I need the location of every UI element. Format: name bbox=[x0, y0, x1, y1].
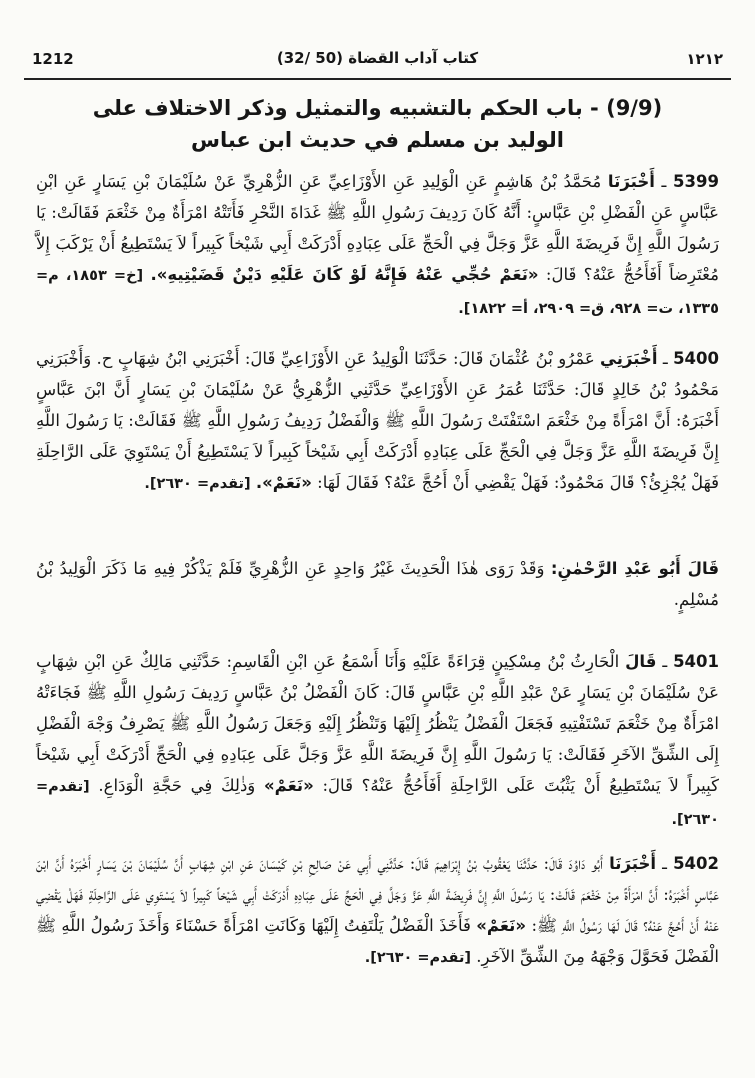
hadith-answer: «نَعَمْ» bbox=[476, 916, 527, 935]
hadith-keyword: أَخْبَرَنَا bbox=[609, 854, 657, 873]
hadith-tail: فَأَخَذَ الْفَضْلُ يَلْتَفِتُ إِلَيْهَا وَكَانَتِ امْرَأَةً حَسْنَاءَ وَأَخَذَ رَسُولُ اللَّهِ ﷺ الْفَضْلَ فَحَوَّلَ وَجْهَهُ مِنَ الشِّقِّ الآخَرِ. bbox=[36, 916, 719, 966]
hadith-references: [تقدم= ٢٦٣٠]. bbox=[36, 779, 719, 828]
hadith-number: 5401 bbox=[673, 652, 719, 671]
hadith-keyword: أَخْبَرَنَا bbox=[607, 172, 655, 191]
hadith-references: [خ= ١٨٥٣، م= ١٣٣٥، ت= ٩٢٨، ق= ٢٩٠٩، أ= ١٨٢٢]. bbox=[36, 268, 719, 317]
hadith-5402: 5402 ـ أَخْبَرَنَا أَبُو دَاوُدَ قَالَ: حَدَّثَنَا يَعْقُوبُ بْنُ إِبْرَاهِيمَ قَالَ: حَدَّثَنِي أَبِي عَنْ صَالِحِ بْنِ كَيْسَانَ عَنِ ابْنِ شِهَابٍ أَنَّ سُلَيْمَانَ بْنَ يَسَارٍ أَخْبَرَهُ أَنَّ ابْنَ عَبَّاسٍ أَخْبَرَهُ: أَنَّ امْرَأَةً مِنْ خَثْعَمَ قَالَتْ: يَا رَسُولَ اللَّهِ إِنَّ فَرِيضَةَ اللَّهِ عَزَّ وَجَلَّ فِي الْحَجِّ عَلَى عِبَادِهِ أَدْرَكَتْ أَبِي شَيْخاً كَبِيراً لاَ يَسْتَوِي عَلَى الرَّاحِلَةِ فَهَلْ يَقْضِي عَنْهُ أَنْ أَحُجَّ عَنْهُ؟ قَالَ لَهَا رَسُولُ اللَّهِ ﷺ: «نَعَمْ» فَأَخَذَ الْفَضْلُ يَلْتَفِتُ إِلَيْهَا وَكَانَتِ امْرَأَةً حَسْنَاءَ وَأَخَذَ رَسُولُ اللَّهِ ﷺ الْفَضْلَ فَحَوَّلَ وَجْهَهُ مِنَ الشِّقِّ الآخَرِ. [تقدم= ٢٦٣٠]. bbox=[36, 854, 720, 966]
hadith-text: الْحَارِثُ بْنُ مِسْكِينٍ قِرَاءَةً عَلَيْهِ وَأَنَا أَسْمَعُ عَنِ ابْنِ الْقَاسِمِ: حَدَّثَنِي مَالِكٌ عَنِ ابْنِ شِهَابٍ عَنْ سُلَيْمَانَ بْنِ يَسَارٍ عَنْ عَبْدِ اللَّهِ بْنِ عَبَّاسٍ قَالَ: كَانَ الْفَضْلُ بْنُ عَبَّاسٍ رَدِيفَ رَسُولِ اللَّهِ ﷺ فَجَاءَتْهُ امْرَأَةٌ مِنْ خَثْعَمَ تَسْتَفْتِيهِ فَجَعَلَ الْفَضْلُ يَنْظُرُ إِلَيْهَا وَتَنْظُرُ إِلَيْهِ وَجَعَلَ رَسُولُ اللَّهِ ﷺ يَصْرِفُ وَجْهَ الْفَضْلِ إِلَى الشِّقِّ الآخَرِ فَقَالَتْ: يَا رَسُولَ اللَّهِ إِنَّ فَرِيضَةَ اللَّهِ عَزَّ وَجَلَّ عَلَى عِبَادِهِ فِي الْحَجِّ أَدْرَكَتْ أَبِي شَيْخاً كَبِيراً لاَ يَسْتَطِيعُ أَنْ يَثْبُتَ عَلَى الرَّاحِلَةِ أَفَأَحُجُّ عَنْهُ؟ قَالَ: bbox=[36, 652, 719, 795]
running-header bbox=[24, 44, 731, 80]
remark-text: وَقَدْ رَوَى هٰذَا الْحَدِيثَ غَيْرُ وَاحِدٍ عَنِ الزُّهْرِيِّ فَلَمْ يَذْكُرْ فِيهِ مَا ذَكَرَ الْوَلِيدُ بْنُ مُسْلِمٍ. bbox=[36, 559, 719, 609]
page-number-arabic: ١٢١٢ bbox=[686, 50, 723, 68]
hadith-answer: «نَعَمْ». bbox=[255, 473, 312, 492]
hadith-text: عَمْرُو بْنُ عُثْمَانَ قَالَ: حَدَّثَنَا الْوَلِيدُ عَنِ الأَوْزَاعِيِّ قَالَ: أَخْبَرَنِي ابْنُ شِهَابٍ ح. وَأَخْبَرَنِي مَحْمُودُ بْنُ خَالِدٍ قَالَ: حَدَّثَنَا عُمَرُ عَنِ الأَوْزَاعِيِّ حَدَّثَنِي الزُّهْرِيُّ عَنْ سُلَيْمَانَ بْنِ يَسَارٍ أَنَّ ابْنَ عَبَّاسٍ أَخْبَرَهُ: أَنَّ امْرَأَةً مِنْ خَثْعَمَ اسْتَفْتَتْ رَسُولَ اللَّهِ ﷺ وَالْفَضْلُ رَدِيفُ رَسُولِ اللَّهِ ﷺ فَقَالَتْ: يَا رَسُولَ اللَّهِ إِنَّ فَرِيضَةَ اللَّهِ عَزَّ وَجَلَّ فِي الْحَجِّ عَلَى عِبَادِهِ أَدْرَكَتْ أَبِي شَيْخاً كَبِيراً لاَ يَسْتَطِيعُ أَنْ يَسْتَوِيَ عَلَى الرَّاحِلَةِ فَهَلْ يُجْزِئُ؟ قَالَ مَحْمُودٌ: فَهَلْ يَقْضِي أَنْ أَحُجَّ عَنْهُ؟ فَقَالَ لَهَا: bbox=[36, 349, 719, 492]
page-number-latin: 1212 bbox=[32, 50, 74, 68]
hadith-text: أَبُو دَاوُدَ قَالَ: حَدَّثَنَا يَعْقُوبُ بْنُ إِبْرَاهِيمَ قَالَ: حَدَّثَنِي أَبِي عَنْ صَالِحِ بْنِ كَيْسَانَ عَنِ ابْنِ شِهَابٍ أَنَّ سُلَيْمَانَ بْنَ يَسَارٍ أَخْبَرَهُ أَنَّ ابْنَ عَبَّاسٍ أَخْبَرَهُ: أَنَّ امْرَأَةً مِنْ خَثْعَمَ قَالَتْ: يَا رَسُولَ اللَّهِ إِنَّ فَرِيضَةَ اللَّهِ عَزَّ وَجَلَّ فِي الْحَجِّ عَلَى عِبَادِهِ أَدْرَكَتْ أَبِي شَيْخاً كَبِيراً لاَ يَسْتَوِي عَلَى الرَّاحِلَةِ فَهَلْ يَقْضِي عَنْهُ أَنْ أَحُجَّ عَنْهُ؟ قَالَ لَهَا رَسُولُ اللَّهِ ﷺ: bbox=[36, 854, 719, 935]
hadith-references: [تقدم= ٢٦٣٠]. bbox=[364, 950, 472, 966]
hadith-5400: 5400 ـ أَخْبَرَنِي عَمْرُو بْنُ عُثْمَانَ قَالَ: حَدَّثَنَا الْوَلِيدُ عَنِ الأَوْزَاعِيِّ قَالَ: أَخْبَرَنِي ابْنُ شِهَابٍ ح. وَأَخْبَرَنِي مَحْمُودُ بْنُ خَالِدٍ قَالَ: حَدَّثَنَا عُمَرُ عَنِ الأَوْزَاعِيِّ حَدَّثَنِي الزُّهْرِيُّ عَنْ سُلَيْمَانَ بْنِ يَسَارٍ أَنَّ ابْنَ عَبَّاسٍ أَخْبَرَهُ: أَنَّ امْرَأَةً مِنْ خَثْعَمَ اسْتَفْتَتْ رَسُولَ اللَّهِ ﷺ وَالْفَضْلُ رَدِيفُ رَسُولِ اللَّهِ ﷺ فَقَالَتْ: يَا رَسُولَ اللَّهِ إِنَّ فَرِيضَةَ اللَّهِ عَزَّ وَجَلَّ فِي الْحَجِّ عَلَى عِبَادِهِ أَدْرَكَتْ أَبِي شَيْخاً كَبِيراً لاَ يَسْتَطِيعُ أَنْ يَسْتَوِيَ عَلَى الرَّاحِلَةِ فَهَلْ يُجْزِئُ؟ قَالَ مَحْمُودٌ: فَهَلْ يَقْضِي أَنْ أَحُجَّ عَنْهُ؟ فَقَالَ لَهَا: «نَعَمْ». [تقدم= ٢٦٣٠]. bbox=[36, 349, 719, 492]
hadith-keyword: قَالَ bbox=[625, 652, 657, 671]
author-remark bbox=[36, 553, 719, 615]
hadith-number: 5399 bbox=[673, 172, 719, 191]
hadith-number: 5402 bbox=[673, 854, 720, 873]
hadith-keyword: أَخْبَرَنِي bbox=[600, 349, 658, 368]
hadith-number: 5400 bbox=[673, 349, 719, 368]
remark-keyword: قَالَ أَبُو عَبْدِ الرَّحْمٰنِ: bbox=[550, 559, 719, 578]
running-title: (32/ 50) كتاب آداب القضاة bbox=[276, 49, 479, 67]
chapter-heading: (9/9) - باب الحكم بالتشبيه والتمثيل وذكر الاختلاف على الوليد بن مسلم في حديث ابن عباس bbox=[92, 96, 663, 152]
hadith-text: مُحَمَّدُ بْنُ هَاشِمٍ عَنِ الْوَلِيدِ عَنِ الأَوْزَاعِيِّ عَنِ الزُّهْرِيِّ عَنْ سُلَيْمَانَ بْنِ يَسَارٍ عَنِ ابْنِ عَبَّاسٍ عَنِ الْفَضْلِ بْنِ عَبَّاسٍ: أَنَّهُ كَانَ رَدِيفَ رَسُولِ اللَّهِ ﷺ غَدَاةَ النَّحْرِ فَأَتَتْهُ امْرَأَةٌ مِنْ خَثْعَمَ فَقَالَتْ: يَا رَسُولَ اللَّهِ إِنَّ فَرِيضَةَ اللَّهِ عَزَّ وَجَلَّ فِي الْحَجِّ عَلَى عِبَادِهِ أَدْرَكَتْ أَبِي شَيْخاً كَبِيراً لاَ يَسْتَطِيعُ أَنْ يَرْكَبَ إِلاَّ مُعْتَرِضاً أَفَأَحُجُّ عَنْهُ؟ قَالَ: bbox=[36, 172, 719, 284]
hadith-references: [تقدم= ٢٦٣٠]. bbox=[144, 476, 251, 492]
hadith-answer: «نَعَمْ» bbox=[264, 776, 314, 795]
hadith-answer: «نَعَمْ حُجِّي عَنْهُ فَإِنَّهُ لَوْ كَانَ عَلَيْهِ دَيْنٌ قَضَيْتِيهِ». bbox=[150, 265, 539, 284]
hadith-tail: وَذٰلِكَ فِي حَجَّةِ الْوَدَاعِ. bbox=[98, 776, 256, 795]
hadith-5401: 5401 ـ قَالَ الْحَارِثُ بْنُ مِسْكِينٍ قِرَاءَةً عَلَيْهِ وَأَنَا أَسْمَعُ عَنِ ابْنِ الْقَاسِمِ: حَدَّثَنِي مَالِكٌ عَنِ ابْنِ شِهَابٍ عَنْ سُلَيْمَانَ بْنِ يَسَارٍ عَنْ عَبْدِ اللَّهِ بْنِ عَبَّاسٍ قَالَ: كَانَ الْفَضْلُ بْنُ عَبَّاسٍ رَدِيفَ رَسُولِ اللَّهِ ﷺ فَجَاءَتْهُ امْرَأَةٌ مِنْ خَثْعَمَ تَسْتَفْتِيهِ فَجَعَلَ الْفَضْلُ يَنْظُرُ إِلَيْهَا وَتَنْظُرُ إِلَيْهِ وَجَعَلَ رَسُولُ اللَّهِ ﷺ يَصْرِفُ وَجْهَ الْفَضْلِ إِلَى الشِّقِّ الآخَرِ فَقَالَتْ: يَا رَسُولَ اللَّهِ إِنَّ فَرِيضَةَ اللَّهِ عَزَّ وَجَلَّ عَلَى عِبَادِهِ فِي الْحَجِّ أَدْرَكَتْ أَبِي شَيْخاً كَبِيراً لاَ يَسْتَطِيعُ أَنْ يَثْبُتَ عَلَى الرَّاحِلَةِ أَفَأَحُجُّ عَنْهُ؟ قَالَ: «نَعَمْ» وَذٰلِكَ فِي حَجَّةِ الْوَدَاعِ. [تقدم= ٢٦٣٠]. bbox=[36, 652, 719, 828]
hadith-5399: 5399 ـ أَخْبَرَنَا مُحَمَّدُ بْنُ هَاشِمٍ عَنِ الْوَلِيدِ عَنِ الأَوْزَاعِيِّ عَنِ الزُّهْرِيِّ عَنْ سُلَيْمَانَ بْنِ يَسَارٍ عَنِ ابْنِ عَبَّاسٍ عَنِ الْفَضْلِ بْنِ عَبَّاسٍ: أَنَّهُ كَانَ رَدِيفَ رَسُولِ اللَّهِ ﷺ غَدَاةَ النَّحْرِ فَأَتَتْهُ امْرَأَةٌ مِنْ خَثْعَمَ فَقَالَتْ: يَا رَسُولَ اللَّهِ إِنَّ فَرِيضَةَ اللَّهِ عَزَّ وَجَلَّ فِي الْحَجِّ عَلَى عِبَادِهِ أَدْرَكَتْ أَبِي شَيْخاً كَبِيراً لاَ يَسْتَطِيعُ أَنْ يَرْكَبَ إِلاَّ مُعْتَرِضاً أَفَأَحُجُّ عَنْهُ؟ قَالَ: «نَعَمْ حُجِّي عَنْهُ فَإِنَّهُ لَوْ كَانَ عَلَيْهِ دَيْنٌ قَضَيْتِيهِ». [خ= ١٨٥٣، م= ١٣٣٥، ت= ٩٢٨، ق= ٢٩٠٩، أ= ١٨٢٢]. bbox=[36, 172, 719, 317]
